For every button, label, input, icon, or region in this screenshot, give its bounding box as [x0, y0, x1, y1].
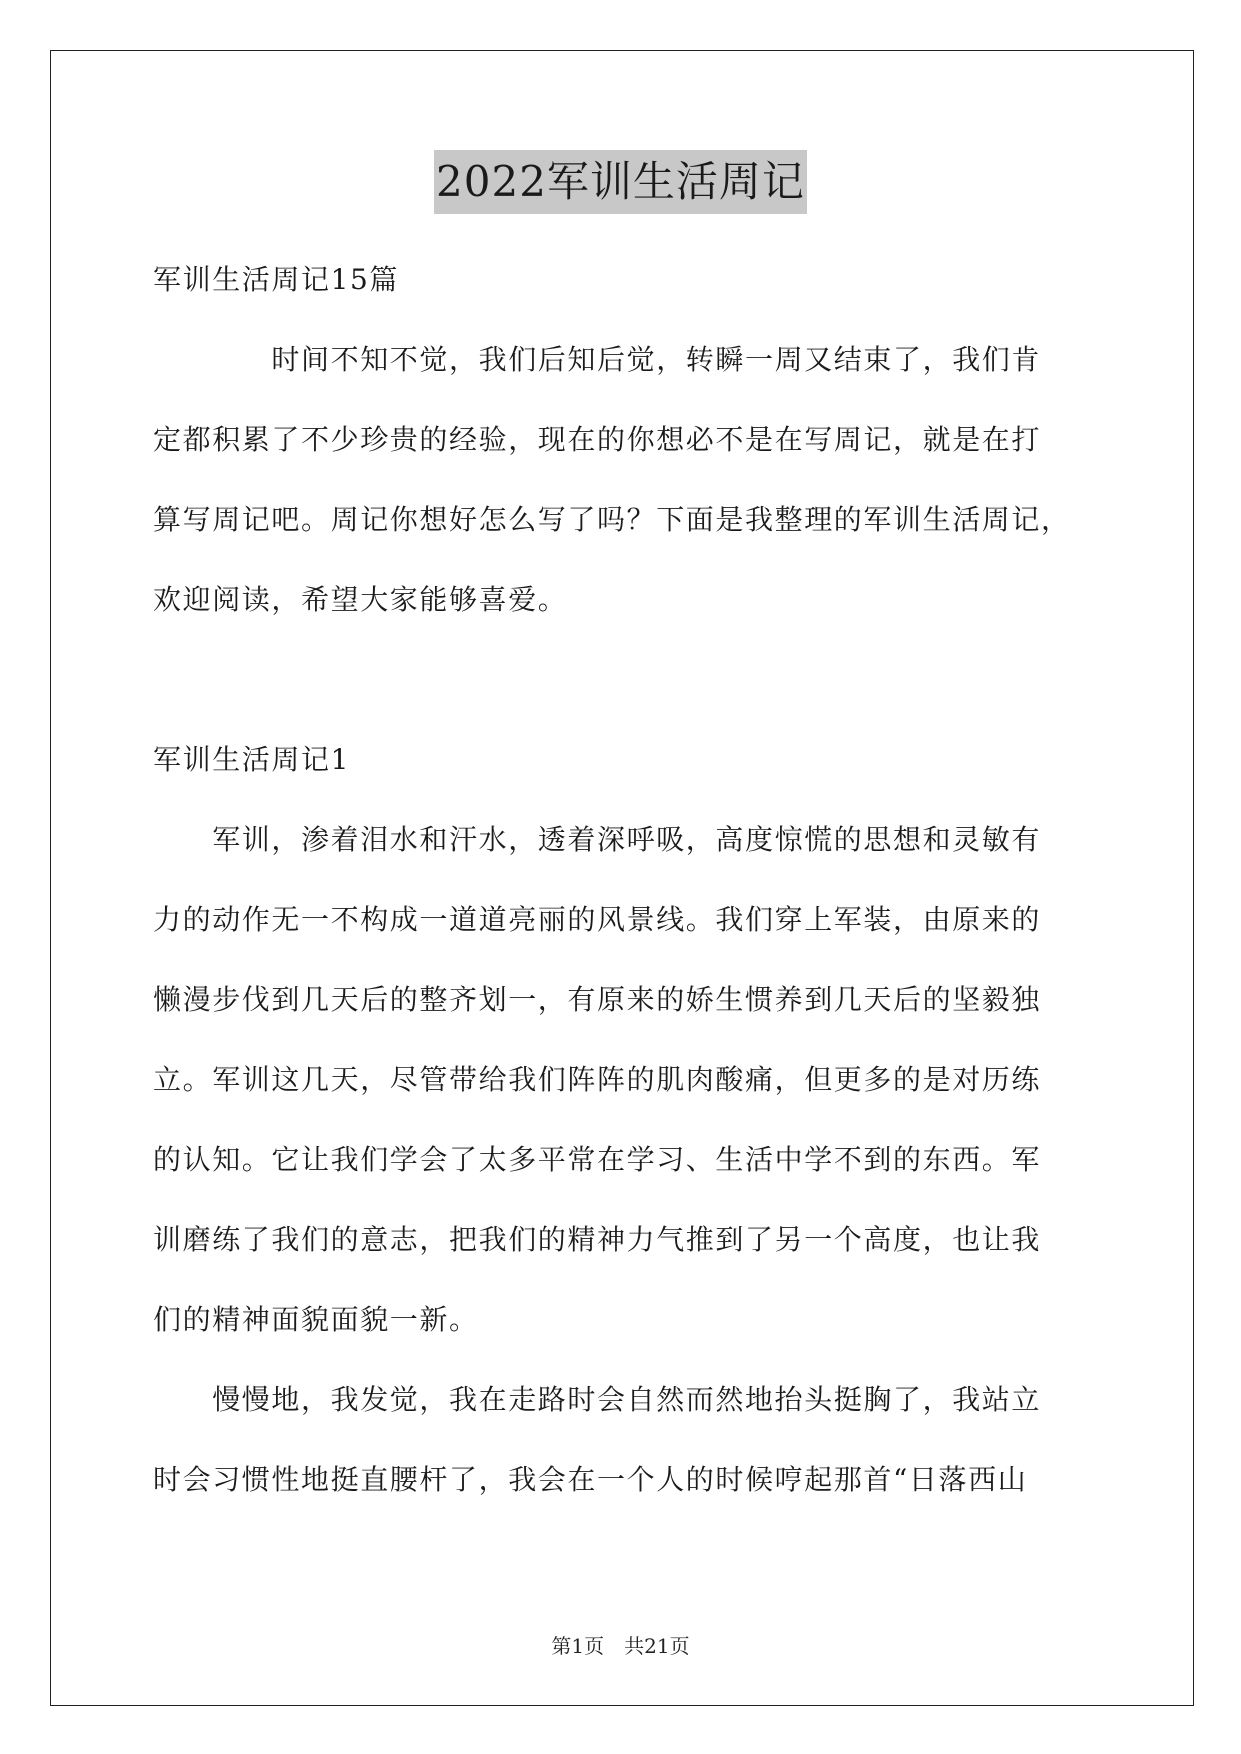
title-container: [0, 150, 1241, 214]
intro-line: 欢迎阅读，希望大家能够喜爱。: [153, 583, 568, 616]
body-line: 立。军训这几天，尽管带给我们阵阵的肌肉酸痛，但更多的是对历练: [153, 1063, 1042, 1096]
body-line: 训磨练了我们的意志，把我们的精神力气推到了另一个高度，也让我: [153, 1223, 1042, 1256]
document-title: 2022军训生活周记: [434, 150, 807, 214]
intro-line: 定都积累了不少珍贵的经验，现在的你想必不是在写周记，就是在打: [153, 423, 1042, 456]
body-line: 力的动作无一不构成一道道亮丽的风景线。我们穿上军装，由原来的: [153, 903, 1042, 936]
body-line: 军训，渗着泪水和汗水，透着深呼吸，高度惊慌的思想和灵敏有: [153, 823, 1042, 856]
subtitle: 军训生活周记15篇: [153, 263, 400, 296]
body-line: 时会习惯性地挺直腰杆了，我会在一个人的时候哼起那首“日落西山: [153, 1463, 1028, 1496]
document-body: [153, 240, 1093, 1520]
page-footer: [0, 1630, 1241, 1659]
body-line: 慢慢地，我发觉，我在走路时会自然而然地抬头挺胸了，我站立: [153, 1383, 1042, 1416]
page-number-label: 第1页 共21页: [551, 1634, 690, 1658]
section-heading: 军训生活周记1: [153, 743, 351, 776]
body-line: 懒漫步伐到几天后的整齐划一，有原来的娇生惯养到几天后的坚毅独: [153, 983, 1042, 1016]
intro-line: 时间不知不觉，我们后知后觉，转瞬一周又结束了，我们肯: [153, 343, 1042, 376]
body-line: 们的精神面貌面貌一新。: [153, 1303, 479, 1336]
body-line: 的认知。它让我们学会了太多平常在学习、生活中学不到的东西。军: [153, 1143, 1042, 1176]
intro-line: 算写周记吧。周记你想好怎么写了吗？下面是我整理的军训生活周记，: [153, 503, 1071, 536]
paragraph-gap: [153, 640, 1093, 720]
